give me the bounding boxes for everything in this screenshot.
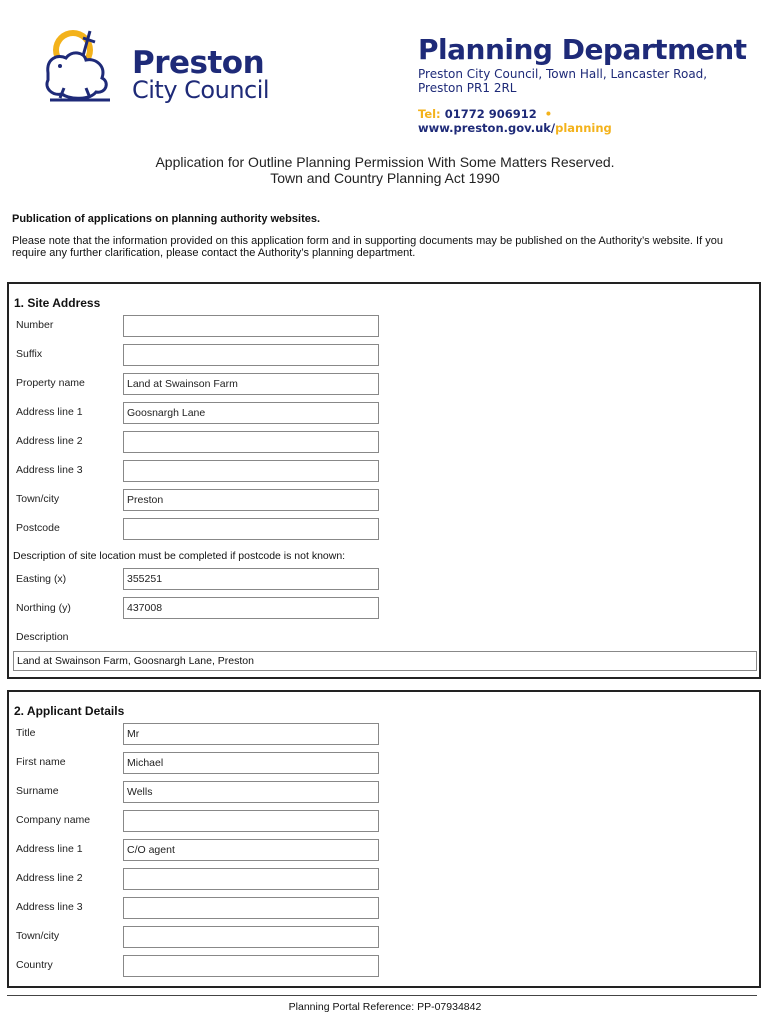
site-postcode-input[interactable]: [123, 518, 379, 540]
site-address-line1-input[interactable]: Goosnargh Lane: [123, 402, 379, 424]
department-block: [418, 34, 748, 135]
applicant-address-line2-input[interactable]: [123, 868, 379, 890]
easting-input[interactable]: 355251: [123, 568, 379, 590]
application-title: [0, 154, 770, 186]
publication-heading: Publication of applications on planning authority websites.: [12, 213, 321, 225]
wordmark-line1: Preston: [132, 45, 265, 81]
field-label: Town/city: [16, 930, 60, 942]
field-label: Address line 1: [16, 843, 83, 855]
contact-separator: •: [544, 107, 553, 121]
applicant-details-heading: 2. Applicant Details: [14, 704, 125, 718]
country-input[interactable]: [123, 955, 379, 977]
northing-input[interactable]: 437008: [123, 597, 379, 619]
site-suffix-input[interactable]: [123, 344, 379, 366]
field-label: Company name: [16, 814, 91, 826]
council-wordmark: [132, 45, 270, 104]
site-address-line3-input[interactable]: [123, 460, 379, 482]
applicant-town-input[interactable]: [123, 926, 379, 948]
field-label: Address line 1: [16, 406, 83, 418]
title-line2: Town and Country Planning Act 1990: [270, 170, 500, 186]
field-label: Address line 3: [16, 464, 83, 476]
surname-input[interactable]: Wells: [123, 781, 379, 803]
publication-text: Please note that the information provided on this application form and in supporting documents may be published on the Authority’s website. If you require any further clarification, please contact the Authority’s planning department.: [12, 235, 723, 259]
field-label: First name: [16, 756, 66, 768]
field-label: Address line 3: [16, 901, 83, 913]
location-note: Description of site location must be completed if postcode is not known:: [13, 550, 346, 562]
website-main: www.preston.gov.uk/: [418, 121, 556, 135]
field-label: Number: [16, 319, 54, 331]
department-address: Preston City Council, Town Hall, Lancaster Road, Preston PR1 2RL: [418, 67, 708, 95]
wordmark-line2: City Council: [132, 76, 270, 104]
website-link[interactable]: [418, 121, 612, 135]
website-path: planning: [555, 121, 612, 135]
field-label: Title: [16, 727, 36, 739]
field-label: Address line 2: [16, 435, 83, 447]
field-label: Property name: [16, 377, 85, 389]
site-town-input[interactable]: Preston: [123, 489, 379, 511]
applicant-address-line3-input[interactable]: [123, 897, 379, 919]
field-label: Suffix: [16, 348, 43, 360]
site-address-heading: 1. Site Address: [14, 296, 101, 310]
site-address-section: [7, 282, 761, 679]
title-line1: Application for Outline Planning Permission With Some Matters Reserved.: [155, 154, 615, 170]
field-label: Easting (x): [16, 573, 67, 585]
department-contact: [418, 107, 748, 135]
property-name-input[interactable]: Land at Swainson Farm: [123, 373, 379, 395]
site-address-line2-input[interactable]: [123, 431, 379, 453]
site-number-input[interactable]: [123, 315, 379, 337]
first-name-input[interactable]: Michael: [123, 752, 379, 774]
site-description-input[interactable]: Land at Swainson Farm, Goosnargh Lane, Preston: [13, 651, 757, 671]
company-name-input[interactable]: [123, 810, 379, 832]
description-label: Description: [16, 631, 69, 643]
applicant-title-input[interactable]: Mr: [123, 723, 379, 745]
tel-number: 01772 906912: [444, 107, 537, 121]
field-label: Northing (y): [16, 602, 71, 614]
portal-reference: Planning Portal Reference: PP-07934842: [288, 1001, 482, 1013]
applicant-address-line1-input[interactable]: C/O agent: [123, 839, 379, 861]
tel-label: Tel:: [418, 107, 441, 121]
applicant-details-section: [7, 690, 761, 988]
department-title: Planning Department: [418, 33, 747, 66]
field-label: Address line 2: [16, 872, 83, 884]
field-label: Surname: [16, 785, 59, 797]
field-label: Postcode: [16, 522, 60, 534]
footer-divider: [7, 995, 757, 996]
field-label: Town/city: [16, 493, 60, 505]
field-label: Country: [16, 959, 53, 971]
